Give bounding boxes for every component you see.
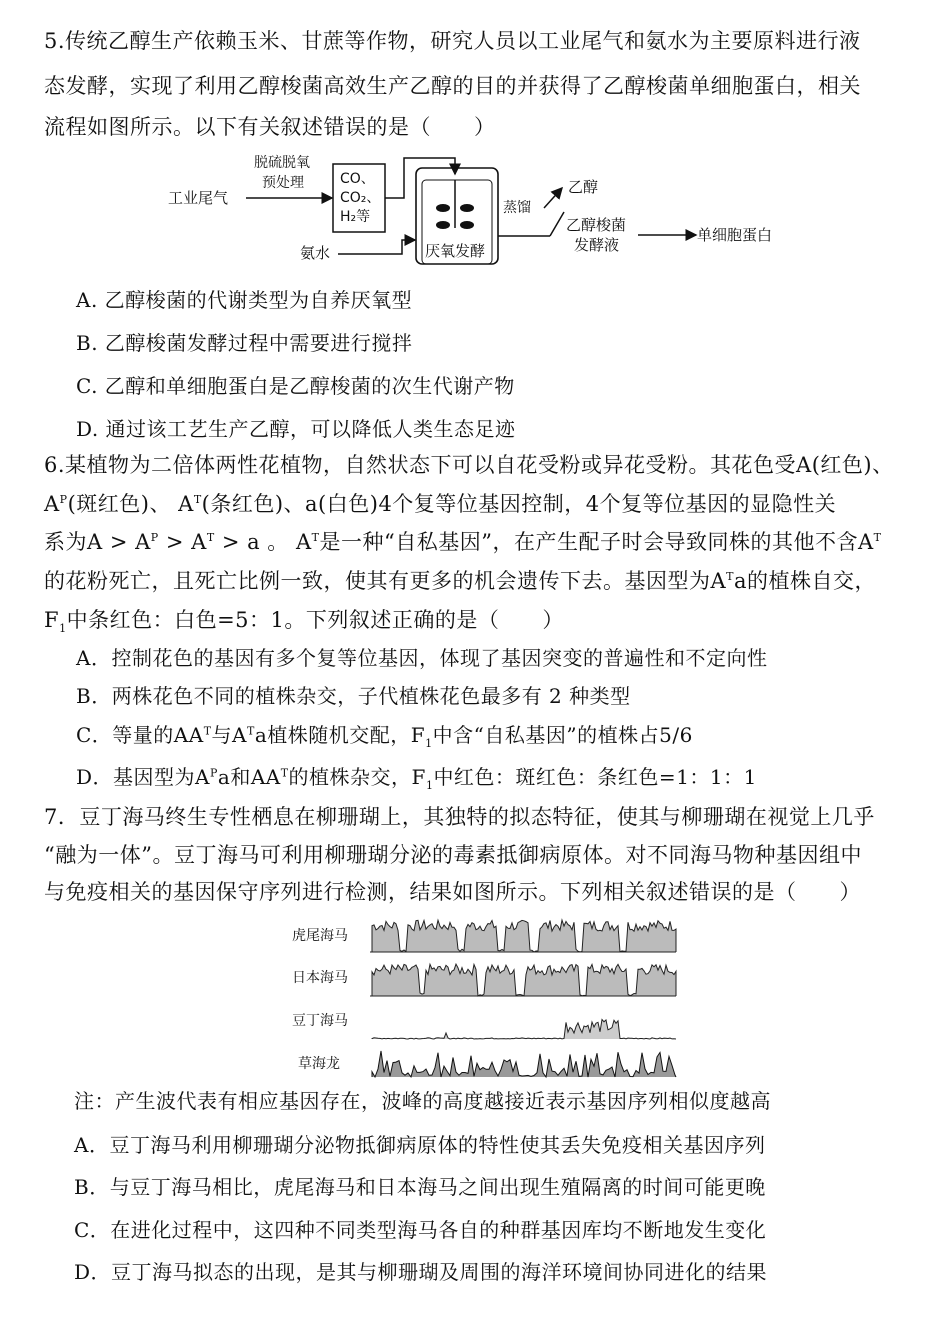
q7-stem-line-1: 7．豆丁海马终生专性栖息在柳珊瑚上，其独特的拟态特征，使其与柳珊瑚在视觉上几乎 [44,805,875,829]
q6-stem-line-3: 系为$A > A^P > A^T > a$ 。 $A^T$是一种“自私基因”，在产生配子时会导致同株的其他不含$A^T$ [44,530,882,554]
q5-stem-line-2: 态发酵，实现了利用乙醇梭菌高效生产乙醇的目的并获得了乙醇梭菌单细胞蛋白，相关 [44,74,861,98]
ethanol-label: 乙醇 [568,178,599,196]
species-label: 豆丁海马 [292,1013,348,1029]
ammonia-arrow [338,240,415,254]
stirrer-blade [460,204,474,212]
h2-label: H₂等 [340,209,371,225]
stirrer-blade [436,221,450,229]
q7-stem-line-2: “融为一体”。豆丁海马可利用柳珊瑚分泌的毒素抵御病原体。对不同海马物种基因组中 [44,843,862,867]
q6-stem-line-2: $A^P$(斑红色)、 $A^T$(条红色)、a(白色)4个复等位基因控制，4个复等位基因的显隐性关 [44,492,837,516]
stirrer-blade [436,204,450,212]
industrial-gas-label: 工业尾气 [168,189,229,207]
ethanol-process-diagram [160,150,800,270]
q5-stem-line-1: 5.传统乙醇生产依赖玉米、甘蔗等作物，研究人员以工业尾气和氨水为主要原料进行液 [44,29,861,53]
pretreat-label-2: 预处理 [262,175,304,191]
q7-option-d[interactable]: D．豆丁海马拟态的出现，是其与柳珊瑚及周围的海洋环境间协同进化的结果 [74,1260,768,1284]
q6-option-c[interactable]: C．等量的$AA^T$与$A^Ta$植株随机交配，$F_1$中含“自私基因”的植株占5/6 [76,723,693,750]
gene-conservation-figure [280,912,700,1082]
species-label: 虎尾海马 [292,928,348,944]
wave-japanese [372,964,676,996]
q5-stem-line-3: 流程如图所示。以下有关叙述错误的是（ ） [44,115,496,139]
q6-option-d[interactable]: D．基因型为$A^Pa$和$AA^T$的植株杂交，$F_1$中红色：斑红色：条红色=1：1：1 [76,765,757,792]
fermenter-label: 厌氧发酵 [425,242,486,260]
q6-stem-line-5: $F_1$中条红色：白色=5：1。下列叙述正确的是（ ） [44,608,564,636]
co-label: CO、 [340,171,375,187]
scp-label: 单细胞蛋白 [697,226,773,244]
distill-label: 蒸馏 [503,200,531,216]
ammonia-label: 氨水 [300,244,331,262]
species-label: 草海龙 [298,1056,340,1072]
q6-stem-line-4: 的花粉死亡，且死亡比例一致，使其有更多的机会遗传下去。基因型为$A^Ta$的植株自交， [44,569,877,593]
q5-option-a[interactable]: A. 乙醇梭菌的代谢类型为自养厌氧型 [76,288,413,312]
q7-option-c[interactable]: C．在进化过程中，这四种不同类型海马各自的种群基因库均不断地发生变化 [74,1218,767,1242]
q7-option-a[interactable]: A．豆丁海马利用柳珊瑚分泌物抵御病原体的特性使其丢失免疫相关基因序列 [74,1133,766,1157]
q6-option-a[interactable]: A．控制花色的基因有多个复等位基因，体现了基因突变的普遍性和不定向性 [76,646,768,670]
wave-tiger-tail [372,920,676,952]
wave-seadragon [372,1051,676,1077]
q5-option-d[interactable]: D. 通过该工艺生产乙醇，可以降低人类生态足迹 [76,417,516,441]
q7-option-b[interactable]: B．与豆丁海马相比，虎尾海马和日本海马之间出现生殖隔离的时间可能更晚 [74,1175,766,1199]
co2-label: CO₂、 [340,190,381,206]
pretreat-label-1: 脱硫脱氧 [254,155,310,171]
box-to-fermenter-arrow [385,158,455,198]
stirrer-blade [460,221,474,229]
q6-stem-line-1: 6.某植物为二倍体两性花植物，自然状态下可以自花受粉或异花受粉。其花色受A(红色)、 [44,453,894,477]
q7-note: 注：产生波代表有相应基因存在，波峰的高度越接近表示基因序列相似度越高 [74,1089,771,1113]
q5-option-b[interactable]: B. 乙醇梭菌发酵过程中需要进行搅拌 [76,331,413,355]
q7-stem-line-3: 与免疫相关的基因保守序列进行检测，结果如图所示。下列相关叙述错误的是（ ） [44,880,861,904]
species-label: 日本海马 [292,970,348,986]
broth-label-2: 发酵液 [574,236,620,254]
wave-pygmy [372,1020,676,1040]
q5-option-c[interactable]: C. 乙醇和单细胞蛋白是乙醇梭菌的次生代谢产物 [76,374,515,398]
ethanol-arrow [544,188,562,208]
out-branch [550,212,564,236]
q6-option-b[interactable]: B．两株花色不同的植株杂交，子代植株花色最多有 2 种类型 [76,684,631,708]
broth-label-1: 乙醇梭菌 [566,216,627,234]
